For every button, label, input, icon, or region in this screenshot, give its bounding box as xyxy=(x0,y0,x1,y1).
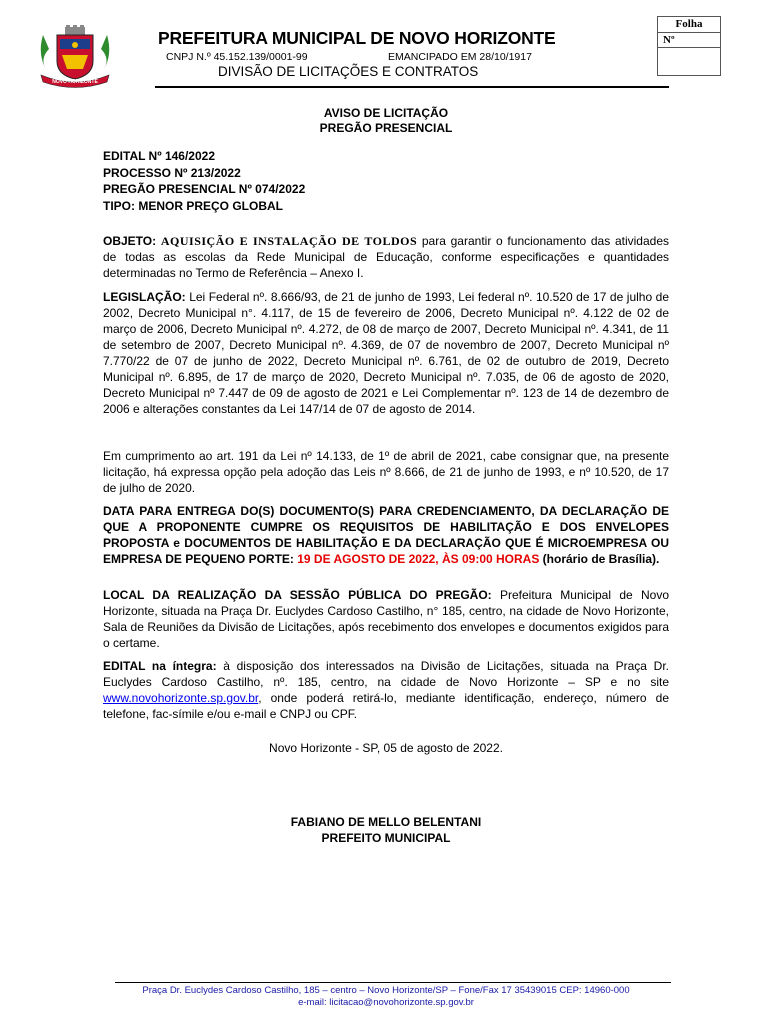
numero-label: Nº xyxy=(663,34,675,46)
data-entrega-paragraph xyxy=(103,503,669,567)
identifiers-block xyxy=(103,148,669,214)
edital-number: EDITAL Nº 146/2022 xyxy=(103,149,215,163)
objeto-highlight: AQUISIÇÃO E INSTALAÇÃO DE TOLDOS xyxy=(160,234,418,248)
local-label: LOCAL DA REALIZAÇÃO DA SESSÃO PÚBLICA DO PREGÃO: xyxy=(103,588,492,602)
edital-text-1: à disposição dos interessados na Divisão de Licitações, situada na Praça Dr. Euclydes Cardoso Castilho, nº. 185, centro, na cidade de Novo Horizonte – SP e no site xyxy=(103,659,669,689)
objeto-paragraph xyxy=(103,233,669,281)
footer-email: e-mail: licitacao@novohorizonte.sp.gov.br xyxy=(298,997,474,1008)
edital-text-2: , onde poderá retirá-lo, mediante identificação, endereço, número de telefone, fac-símile e/ou e-mail e CNPJ ou CPF. xyxy=(103,691,669,721)
data-entrega-date: 19 DE AGOSTO DE 2022, ÀS 09:00 HORAS xyxy=(297,552,540,566)
tipo-line: TIPO: MENOR PREÇO GLOBAL xyxy=(103,198,283,213)
footer-address: Praça Dr. Euclydes Cardoso Castilho, 185 – centro – Novo Horizonte/SP – Fone/Fax 17 35439015 CEP: 14960-000 xyxy=(142,985,630,996)
processo-number: PROCESSO Nº 213/2022 xyxy=(103,165,241,180)
folha-stamp-box xyxy=(657,16,721,76)
header-rule xyxy=(155,86,669,88)
data-entrega-text: DATA PARA ENTREGA DO(S) DOCUMENTO(S) PARA CREDENCIAMENTO, DA DECLARAÇÃO DE QUE A PROPONENTE CUMPRE OS REQUISITOS DE HABILITAÇÃO E DOS ENVELOPES PROPOSTA e DOCUMENTOS DE HABILITAÇÃO E DA DECLARAÇÃO QUE É MICROEMPRESA OU EMPRESA DE PEQUENO PORTE: xyxy=(103,504,669,566)
data-entrega-tail: (horário de Brasília). xyxy=(539,552,660,566)
notice-subtitle: PREGÃO PRESENCIAL xyxy=(319,121,453,135)
website-link[interactable]: www.novohorizonte.sp.gov.br xyxy=(103,691,259,705)
local-text: Prefeitura Municipal de Novo Horizonte, situada na Praça Dr. Euclydes Cardoso Castilho, n° 185, centro, na cidade de Novo Horizonte, Sala de Reuniões da Divisão de Licitações, após recebimento dos envelopes e documentos exigidos para o certame. xyxy=(103,588,669,650)
objeto-label: OBJETO: xyxy=(103,234,161,248)
folha-label: Folha xyxy=(675,18,703,30)
municipal-crest-logo xyxy=(35,25,115,89)
folha-divider-2 xyxy=(658,47,720,48)
notice-title: AVISO DE LICITAÇÃO xyxy=(323,106,449,120)
objeto-text: para garantir o funcionamento das atividades de todas as escolas da Rede Municipal de Educação, conforme especificações e quantidades determinadas no Termo de Referência – Anexo I. xyxy=(103,234,669,280)
edital-label: EDITAL na íntegra: xyxy=(103,659,217,673)
folha-divider xyxy=(658,32,720,33)
footer-rule xyxy=(115,982,671,983)
emancipation-text: EMANCIPADO EM 28/10/1917 xyxy=(388,51,532,63)
cnpj-text: CNPJ N.º 45.152.139/0001-99 xyxy=(166,51,308,63)
legislacao-text: Lei Federal nº. 8.666/93, de 21 de junho de 1993, Lei federal nº. 10.520 de 17 de julho de 2002, Decreto Municipal n°. 4.117, de 15 de fevereiro de 2006, Decreto Municipal nº. 4.122 de 02 de março de 2006, Decreto Municipal nº. 4.272, de 08 de março de 2007, Decreto Municipal nº. 4.341, de 11 de setembro de 2007, Decreto Municipal nº. 4.369, de 07 de novembro de 2007, Decreto Municipal nº 7.770/22 de 07 de junho de 2022, Decreto Municipal nº. 6.761, de 02 de outubro de 2019, Decreto Municipal nº. 6.895, de 17 de março de 2020, Decreto Municipal nº. 7.035, de 06 de agosto de 2020, Decreto Municipal nº 7.447 de 09 de agosto de 2021 e Lei Complementar nº. 123 de 14 de dezembro de 2006 e alterações constantes da Lei 147/14 de 07 de agosto de 2014. xyxy=(103,290,669,416)
edital-paragraph xyxy=(103,658,669,722)
crest-banner-text: NOVO HORIZONTE xyxy=(52,79,98,85)
cumprimento-paragraph: Em cumprimento ao art. 191 da Lei nº 14.133, de 1º de abril de 2021, cabe consignar que, na presente licitação, há expressa opção pela adoção das Leis nº 8.666, de 21 de junho de 1993, e nº 10.520, de 17 de julho de 2020. xyxy=(103,449,669,495)
date-line: Novo Horizonte - SP, 05 de agosto de 2022. xyxy=(269,741,503,755)
local-paragraph xyxy=(103,587,669,651)
municipality-title: PREFEITURA MUNICIPAL DE NOVO HORIZONTE xyxy=(158,28,556,48)
legislacao-paragraph xyxy=(103,289,669,417)
signer-name: FABIANO DE MELLO BELENTANI xyxy=(290,815,482,829)
pregao-number: PREGÃO PRESENCIAL Nº 074/2022 xyxy=(103,182,306,196)
division-title: DIVISÃO DE LICITAÇÕES E CONTRATOS xyxy=(218,64,479,79)
legislacao-label: LEGISLAÇÃO: xyxy=(103,290,186,304)
signer-role: PREFEITO MUNICIPAL xyxy=(321,831,451,845)
